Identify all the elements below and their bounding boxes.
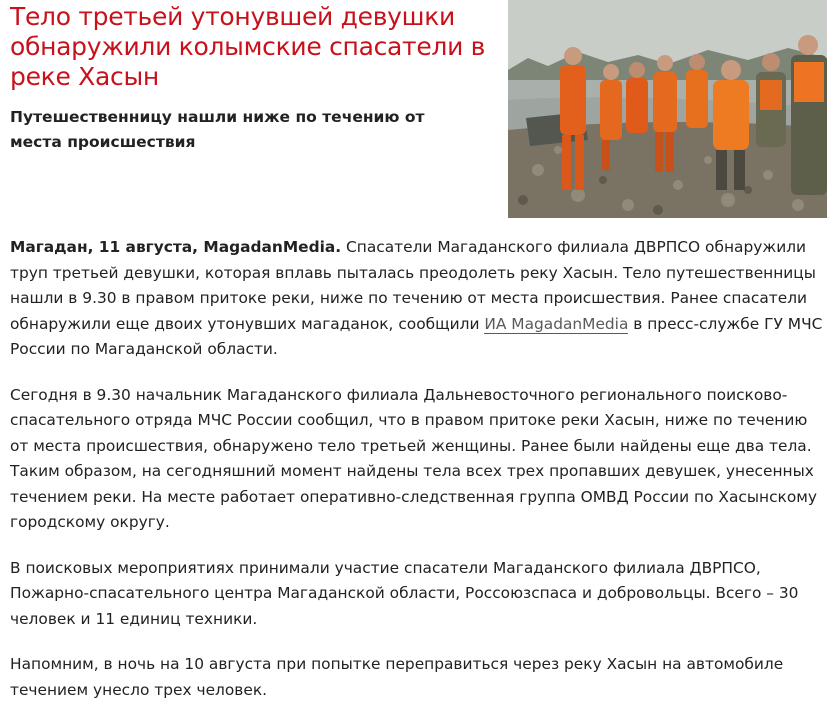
article-text: Спасатели Магаданского филиала ДВРПСО обнаружили труп третьей девушки, которая вплавь пыталась преодолеть реку Хасын. Тело путешественницы нашли в 9.30 в правом притоке реки, ниже по течению от места происшествия. Ранее спасатели обнаружили еще двоих утонувших магаданок, сообщили: [10, 238, 816, 333]
article-text: в пресс-службе ГУ МЧС России по Магаданской области.: [10, 314, 823, 358]
article-paragraph-3: В поисковых мероприятиях принимали участие спасатели Магаданского филиала ДВРПСО, Пожарно-спасательного центра Магаданской области, Россоюзспаса и добровольцы. Всего – 30 человек и 11 единиц техники.: [10, 558, 799, 628]
article-paragraph-2: Сегодня в 9.30 начальник Магаданского филиала Дальневосточного регионального поисково-спасательного отряда МЧС России сообщил, что в правом притоке реки Хасын, ниже по течению от места происшествия, обнаружено тело третьей женщины. Ранее были найдены еще два тела. Таким образом, на сегодняшний момент найдены тела всех трех пропавших девушек, унесенных течением реки. На месте работает оперативно-следственная группа ОМВД России по Хасынскому городскому округу.: [10, 385, 817, 531]
article-headline: Тело третьей утонувшей девушки обнаружили колымские спасатели в реке Хасын: [10, 2, 486, 91]
article-paragraph-4: Напомним, в ночь на 10 августа при попытке переправиться через реку Хасын на автомобиле течением унесло трех человек.: [10, 655, 784, 699]
article-paragraph-1: [10, 235, 825, 363]
article-dateline: Магадан, 11 августа, MagadanMedia.: [10, 238, 342, 256]
article-photo: [508, 0, 827, 218]
source-link[interactable]: ИА MagadanMedia: [484, 314, 629, 333]
article-subheadline: Путешественницу нашли ниже по течению от места происшествия: [10, 108, 425, 151]
article-body: [10, 235, 825, 723]
photo-rescuers-on-riverbank-icon: [508, 0, 827, 218]
